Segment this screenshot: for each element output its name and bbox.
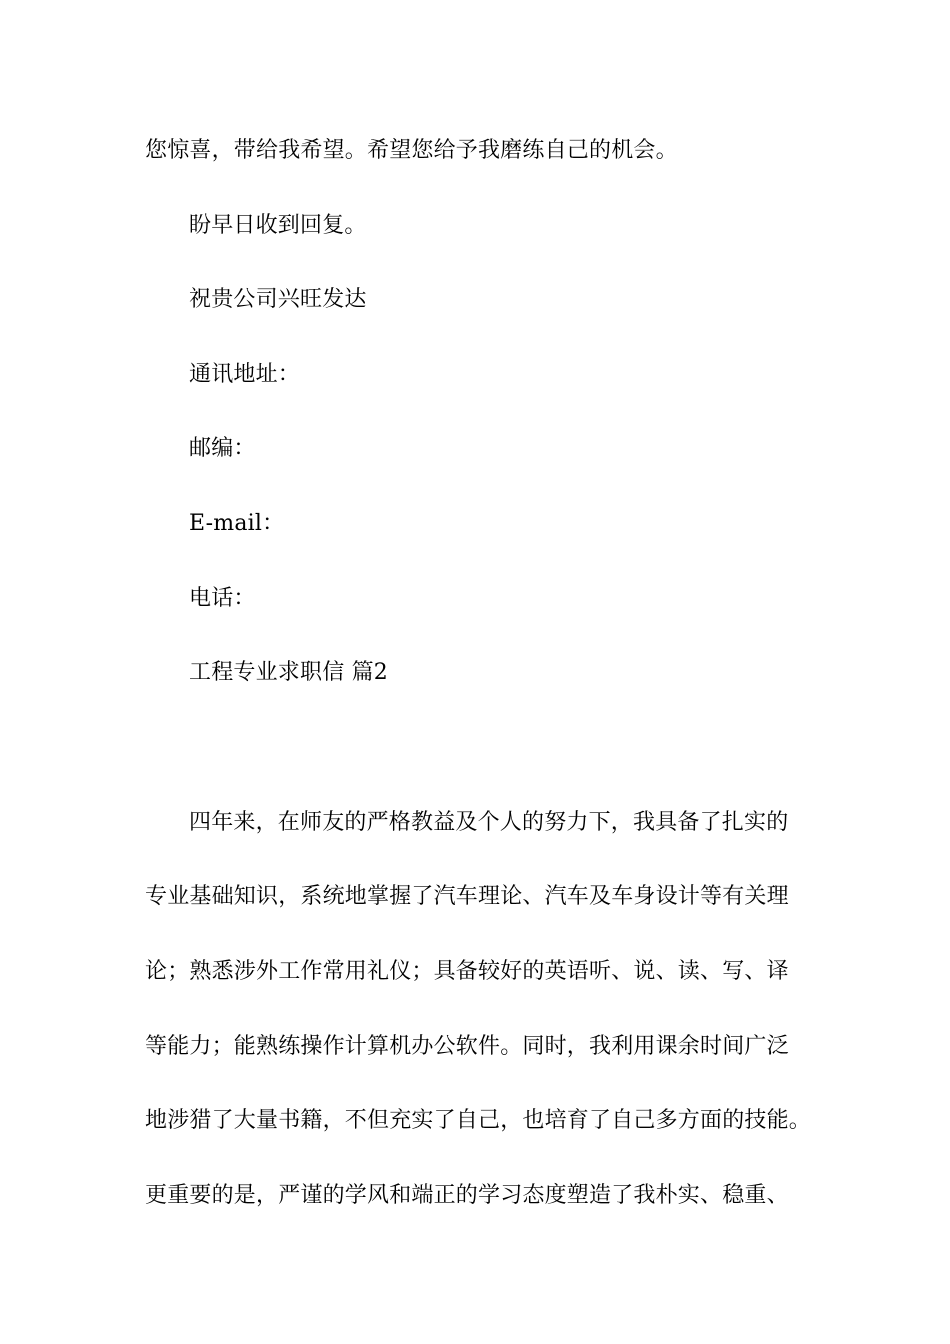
contact-email-label: E-mail： xyxy=(189,511,285,536)
body-line: 论；熟悉涉外工作常用礼仪；具备较好的英语听、说、读、写、译 xyxy=(145,959,789,984)
paragraph-best-wishes: 祝贵公司兴旺发达 xyxy=(189,287,367,312)
paragraph-reply-request: 盼早日收到回复。 xyxy=(189,213,367,238)
contact-postcode-label: 邮编： xyxy=(189,436,256,461)
contact-address-label: 通讯地址： xyxy=(189,362,301,387)
section-heading: 工程专业求职信 篇2 xyxy=(189,660,388,685)
body-line: 四年来，在师友的严格教益及个人的努力下，我具备了扎实的 xyxy=(189,810,789,835)
paragraph-closing-continuation: 您惊喜，带给我希望。希望您给予我磨练自己的机会。 xyxy=(145,138,678,163)
contact-phone-label: 电话： xyxy=(189,586,256,611)
body-line: 专业基础知识，系统地掌握了汽车理论、汽车及车身设计等有关理 xyxy=(145,884,789,909)
body-line: 更重要的是，严谨的学风和端正的学习态度塑造了我朴实、稳重、 xyxy=(145,1183,789,1208)
body-line: 等能力；能熟练操作计算机办公软件。同时，我利用课余时间广泛 xyxy=(145,1034,789,1059)
body-line: 地涉猎了大量书籍，不但充实了自己，也培育了自己多方面的技能。 xyxy=(145,1108,812,1133)
